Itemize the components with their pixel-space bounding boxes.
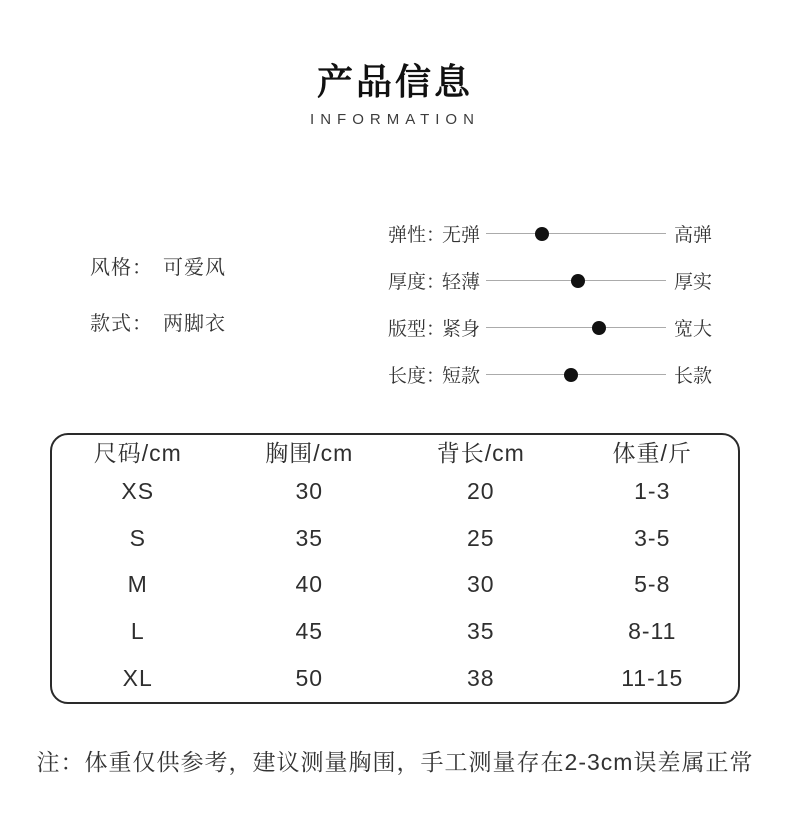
size-table-cell: 30 (466, 571, 495, 598)
size-table-header-cell: 胸围/cm (265, 440, 354, 466)
size-table-header-cell: 尺码/cm (93, 440, 182, 466)
size-table-cell: 11-15 (621, 665, 684, 692)
size-table-cell: 40 (295, 571, 324, 598)
slider-dot (571, 274, 585, 288)
slider-dot (535, 227, 549, 241)
attribute-list (90, 256, 226, 336)
slider-dot (592, 321, 606, 335)
size-table-cell: 38 (466, 665, 495, 692)
size-table-header-cell: 体重/斤 (612, 440, 692, 466)
size-chart-box (50, 433, 740, 704)
size-table-row (52, 562, 738, 609)
size-table-cell: 25 (466, 524, 495, 551)
page-subtitle: INFORMATION (310, 111, 480, 128)
size-table-cell: XL (122, 665, 153, 692)
slider-max-label: 高弹 (674, 225, 713, 246)
slider-row-length (388, 351, 728, 398)
size-table-cell: L (130, 618, 145, 645)
slider-track (486, 327, 666, 328)
slider-label: 版型： (388, 319, 446, 340)
attribute-label: 款式： (90, 313, 153, 335)
size-table-cell: 3-5 (634, 524, 671, 551)
slider-track (486, 374, 666, 375)
size-table-cell: S (129, 524, 146, 551)
attribute-label: 风格： (90, 257, 153, 279)
slider-max-label: 宽大 (674, 319, 713, 340)
size-table-row (52, 655, 738, 702)
slider-label: 长度： (388, 366, 446, 387)
slider-max-label: 厚实 (674, 272, 713, 293)
size-table-header-row (52, 435, 738, 468)
size-table-cell: 50 (295, 665, 324, 692)
slider-dot (564, 368, 578, 382)
size-table-cell: XS (121, 477, 155, 504)
size-table-cell: 5-8 (634, 571, 671, 598)
attribute-row-type (90, 312, 226, 336)
slider-row-elasticity (388, 210, 728, 257)
slider-label: 厚度： (388, 272, 446, 293)
property-sliders (388, 210, 728, 398)
size-table-cell: 45 (295, 618, 324, 645)
page-title: 产品信息 (316, 61, 473, 102)
attribute-value: 两脚衣 (163, 313, 226, 335)
size-table-cell: 1-3 (634, 477, 671, 504)
size-table-cell: M (127, 571, 148, 598)
size-table-cell: 20 (466, 477, 495, 504)
size-table-row (52, 515, 738, 562)
size-table-cell: 35 (295, 524, 324, 551)
attribute-value: 可爱风 (163, 257, 226, 279)
size-table-cell: 30 (295, 477, 324, 504)
note-text: 注：体重仅供参考，建议测量胸围，手工测量存在2-3cm误差属正常 (36, 749, 754, 775)
size-table-header-cell: 背长/cm (436, 440, 525, 466)
slider-row-thickness (388, 257, 728, 304)
size-table-cell: 8-11 (628, 618, 677, 645)
slider-row-fit (388, 304, 728, 351)
slider-max-label: 长款 (674, 366, 713, 387)
slider-track (486, 280, 666, 281)
size-table-row (52, 608, 738, 655)
attribute-row-style (90, 256, 226, 280)
slider-min-label: 轻薄 (442, 272, 481, 293)
size-table (52, 435, 738, 702)
slider-min-label: 紧身 (442, 319, 481, 340)
slider-label: 弹性： (388, 225, 446, 246)
size-table-row (52, 468, 738, 515)
slider-min-label: 短款 (442, 366, 481, 387)
size-table-cell: 35 (466, 618, 495, 645)
slider-track (486, 233, 666, 234)
slider-min-label: 无弹 (442, 225, 481, 246)
page-header (0, 61, 790, 128)
